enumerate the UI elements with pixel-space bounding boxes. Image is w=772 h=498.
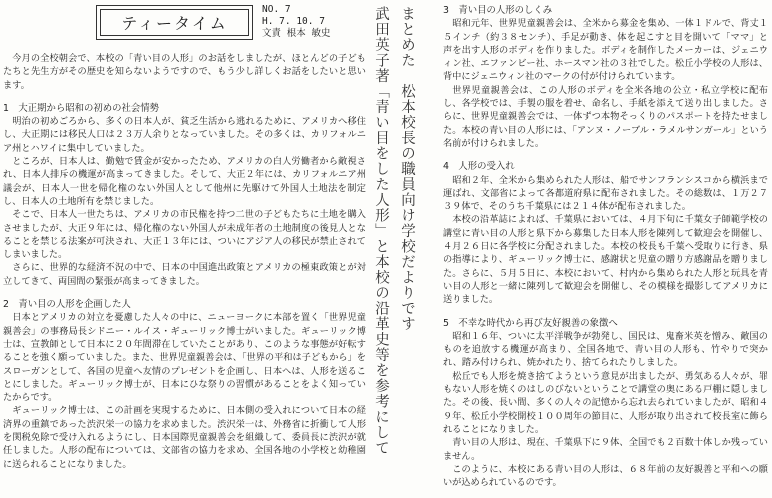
right-column [443,4,768,489]
section-3-paragraph: 昭和元年、世界児童親善会は、全米から募金を集め、一体１ドルで、背丈１５インチ（約３８センチ）、手足が動き、体を起こすと目を開いて「ママ」と声を出す人形のボディを作りました。ボディを制作したメーカーは、ジェニウィン社、エファンビー社、ホースマン社の３社でした。松丘小学校の人形は、背中にジェニウィン社のマークの付が付けられています。 [443,18,768,83]
section-2-paragraph: ギューリック博士は、この計画を実現するために、日本側の受入れについて日本の経済界の重鎮であった渋沢栄一の協力を求めました。渋沢栄一は、外務省に折衝して人形を関税免除で受け入れるようにし、日本国際児童親善会を組織して、委員長に渋沢が就任しました。人形の配布については、文部省の協力を求め、全国各地の小学校と幼稚園に送られることになりました。 [3,405,366,470]
section-4-heading: 4 人形の受入れ [443,161,515,173]
issue-date: H. 7. 10. 7 [262,16,325,27]
issue-author: 文責 根本 敏史 [262,28,331,39]
section-5-heading: 5 不幸な時代から再び友好親善の象徴へ [443,317,618,329]
intro-paragraph: 今月の全校朝会で、本校の「青い目の人形」のお話をしましたが、ほとんどの子どもたちと先生方がその歴史を知らないようですので、もう少し詳しくお話をしたいと思います。 [3,53,366,91]
issue-info [262,4,330,40]
issue-number: NO. 7 [262,4,291,15]
section-5-paragraph: このように、本校にある青い目の人形は、６８年前の友好親善と平和への願いが込められているのです。 [443,463,768,489]
section-2-heading: 2 青い目の人形を企画した人 [3,299,131,311]
section-1-paragraph: そこで、日本人一世たちは、アメリカの市民権を持つ二世の子どもたちに土地を購入させましたが、大正９年には、帰化権のない外国人が未成年者の土地制度の後見人となることを禁じる法案が可決され、大正１３年には、ついにアジア人の移民が禁止されてしまいました。 [3,209,366,261]
section-1-paragraph: さらに、世界的な経済不況の中で、日本の中国進出政策とアメリカの極東政策とが対立してきて、両国間の緊張が高まってきました。 [3,262,366,287]
handwritten-note-line: まとめた 松本校長の職員向け学校だよりです [399,6,415,332]
section-5-paragraph: 青い目の人形は、現在、千葉県下に９体、全国でも２百数十体しか残っていません。 [443,437,768,462]
section-4-paragraph: 本校の沿革誌によれば、千葉県においては、４月下旬に千葉女子師範学校の講堂に青い目の人形と県下から募集した日本人形を陳列して歓迎会を開催し、４月２６日に各学校に分配されました。本校の校長も千葉へ受取りに行き、県の指導により、ギューリック博士に、感謝状と児童の贈り方感謝品を贈りました。さらに、５月５日に、本校において、村内から集められた人形と玩具を青い目の人形と一緒に陳列して歓迎会を開催し、その模様を撮影してアメリカに送りました。 [443,214,768,306]
section-3-paragraph: 世界児童親善会は、この人形のボディを全米各地の公立・私立学校に配布し、各学校では、手製の服を着せ、命名し、手紙を添えて送り出しました。さらに、世界児童親善会では、一体ずつ本物そっくりのパスポートを持たせました。本校の青い目の人形には、「アンヌ・ノーブル・ラメルサンガール」という名前が付けられました。 [443,84,768,149]
newsletter-title: ティータイム [100,9,249,36]
section-3-heading: 3 青い目の人形のしくみ [443,5,553,16]
handwritten-note-line: 武田英子著「青い目をした人形」と本校の沿革史等を参考にして [373,6,389,456]
section-5-paragraph: 昭和１６年、ついに太平洋戦争が勃発し、国民は、鬼畜米英を憎み、敵国のものを追放する機運が高まり、全国各地で、青い目の人形も、竹やりで突かれ、踏み付けられ、焼かれたり、捨てられたりしました。 [443,330,768,369]
section-5-paragraph: 松丘でも人形を焼き捨てようという意見が出ましたが、勇気ある人々が、罪もない人形を焼くのはしのびないということで講堂の奥にある戸棚に隠しました。その後、長い間、多くの人々の記憶から忘れ去られていましたが、昭和４９年、松丘小学校開校１００周年の節目に、人形が取り出されて校長室に飾られることになりました。 [443,370,768,435]
section-1-paragraph: ところが、日本人は、勤勉で賃金が安かったため、アメリカの白人労働者から敵視され、日本人排斥の機運が高まってきました。そして、大正２年には、カリフォルニア州議会が、日本人一世を帰化権のない外国人として他州に先駆けて外国人土地法を制定し、日本人の土地所有を禁じました。 [3,156,366,207]
section-1-heading: 1 大正期から昭和の初めの社会情勢 [3,102,159,114]
section-1-paragraph: 明治の初めごろから、多くの日本人が、貧乏生活から逃れるために、アメリカへ移住し、大正期には移民人口は２３万人余りとなっていました。その多くは、カリフォルニア州とハワイに集中していました。 [3,116,366,154]
section-2-paragraph: 日本とアメリカの対立を憂慮した人々の中に、ニューヨークに本部を置く「世界児童親善会」の事務局長シドニー・ルイス・ギューリック博士がいました。ギューリック博士は、宣教師として日本に２０年間滞在していたことがあり、このような事態が好転することを強く願っていました。また、世界児童親善会は、「世界の平和は子どもから」をスローガンとして、各国の児童へ友情のプレゼントを企画し、日本へは、人形を送ることにしました。ギューリック博士が、日本にひな祭りの習慣があることをよく知っていたからです。 [3,312,366,404]
section-4-paragraph: 昭和２年、全米から集められた人形は、船でサンフランシスコから横浜まで運ばれ、文部省によって各都道府県に配布されました。その総数は、１万２７３９体で、そのうち千葉県には２１４体が配布されました。 [443,174,768,213]
newsletter-title-box [96,5,253,40]
left-column [3,52,366,471]
